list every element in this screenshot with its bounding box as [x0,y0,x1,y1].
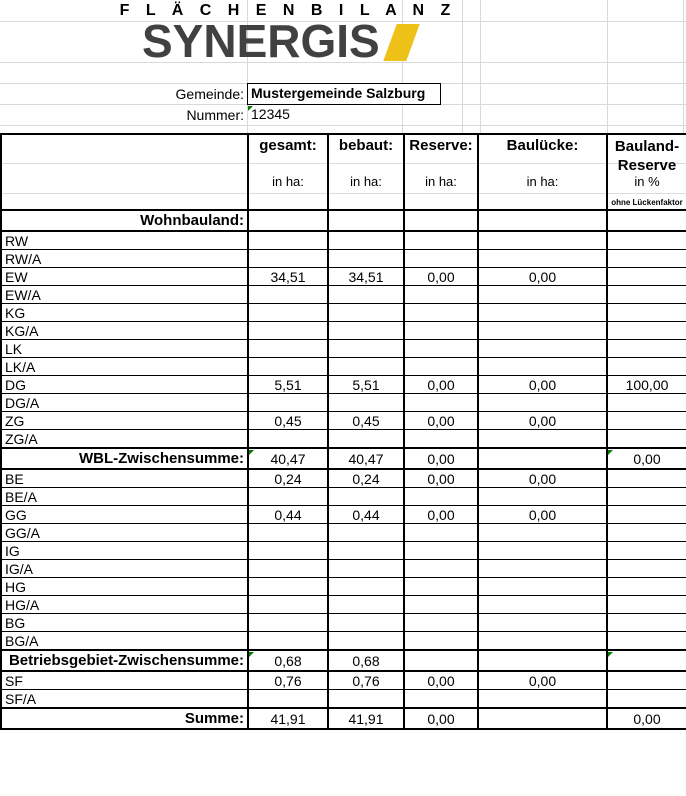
row-label-cell[interactable]: BG/A [1,632,248,651]
row-label-cell[interactable]: BE [1,469,248,488]
cell-bebaut[interactable]: 0,68 [328,650,404,671]
header-cell-row-label[interactable] [1,134,248,210]
row-label-cell[interactable]: SF/A [1,690,248,709]
cell-bauluecke[interactable] [478,708,607,729]
cell-reserve[interactable]: 0,00 [404,412,478,430]
table-row [1,322,686,340]
row-label-cell[interactable]: RW/A [1,250,248,268]
cell-bauland-reserve[interactable] [607,210,686,231]
cell-reserve[interactable] [404,488,478,506]
cell-reserve[interactable] [404,430,478,449]
cell-reserve[interactable] [404,578,478,596]
cell-bebaut[interactable]: 41,91 [328,708,404,729]
cell-reserve[interactable] [404,394,478,412]
cell-bebaut[interactable] [328,231,404,250]
cell-gesamt[interactable] [248,231,328,250]
cell-bebaut[interactable]: 5,51 [328,376,404,394]
cell-reserve[interactable]: 0,00 [404,448,478,469]
row-label-cell[interactable]: LK [1,340,248,358]
column-unit: in ha: [526,174,559,189]
flaechenbilanz-table [0,133,686,730]
cell-bebaut[interactable]: 40,47 [328,448,404,469]
section-row [1,210,686,231]
cell-reserve[interactable] [404,614,478,632]
column-unit: in % [634,174,660,189]
cell-reserve[interactable]: 0,00 [404,671,478,690]
cell-gesamt[interactable] [248,632,328,651]
column-title: Reserve: [409,137,473,154]
column-title: Baulücke: [506,137,579,154]
row-label-cell[interactable]: IG [1,542,248,560]
table-body [1,210,686,729]
cell-bauluecke[interactable]: 0,00 [478,376,607,394]
cell-bauluecke[interactable] [478,650,607,671]
header-cell-bebaut[interactable] [328,134,404,210]
cell-bauland-reserve[interactable] [607,614,686,632]
cell-gesamt[interactable] [248,524,328,542]
cell-bebaut[interactable] [328,210,404,231]
cell-reserve[interactable] [404,690,478,709]
cell-gesamt[interactable]: 0,76 [248,671,328,690]
cell-gesamt[interactable] [248,304,328,322]
column-title: gesamt: [259,137,317,154]
cell-bebaut[interactable] [328,430,404,449]
cell-gesamt[interactable]: 0,24 [248,469,328,488]
table-row [1,250,686,268]
cell-bauluecke[interactable] [478,632,607,651]
row-label-cell[interactable]: KG [1,304,248,322]
cell-bauluecke[interactable] [478,488,607,506]
cell-gesamt[interactable] [248,560,328,578]
cell-bauland-reserve[interactable] [607,560,686,578]
cell-gesamt[interactable] [248,340,328,358]
cell-bauluecke[interactable]: 0,00 [478,506,607,524]
cell-bebaut[interactable] [328,358,404,376]
cell-bauluecke[interactable] [478,560,607,578]
row-label-cell[interactable]: HG/A [1,596,248,614]
cell-gesamt[interactable] [248,286,328,304]
cell-bauluecke[interactable] [478,210,607,231]
row-label-cell[interactable]: EW/A [1,286,248,304]
cell-bebaut[interactable] [328,614,404,632]
cell-bauland-reserve[interactable]: 0,00 [607,448,686,469]
subtotal-label-cell[interactable]: WBL-Zwischensumme: [1,448,248,469]
cell-bauland-reserve[interactable] [607,268,686,286]
cell-bebaut[interactable] [328,304,404,322]
cell-bauland-reserve[interactable] [607,578,686,596]
cell-reserve[interactable] [404,340,478,358]
table-row [1,286,686,304]
cell-bauland-reserve[interactable]: 0,00 [607,708,686,729]
cell-reserve[interactable] [404,210,478,231]
cell-gesamt[interactable]: 5,51 [248,376,328,394]
cell-bauland-reserve[interactable] [607,231,686,250]
cell-bauland-reserve[interactable] [607,671,686,690]
row-label-cell[interactable]: GG/A [1,524,248,542]
cell-reserve[interactable] [404,650,478,671]
cell-gesamt[interactable] [248,394,328,412]
cell-bebaut[interactable]: 0,24 [328,469,404,488]
cell-gesamt[interactable]: 0,44 [248,506,328,524]
total-label-cell[interactable]: Summe: [1,708,248,729]
cell-bauland-reserve[interactable] [607,250,686,268]
subtotal-row [1,650,686,671]
cell-bauland-reserve[interactable] [607,524,686,542]
cell-bauluecke[interactable] [478,542,607,560]
cell-reserve[interactable] [404,358,478,376]
cell-reserve[interactable]: 0,00 [404,268,478,286]
cell-reserve[interactable] [404,524,478,542]
cell-reserve[interactable]: 0,00 [404,469,478,488]
cell-gesamt[interactable] [248,578,328,596]
table-row [1,542,686,560]
cell-gesamt[interactable]: 41,91 [248,708,328,729]
cell-reserve[interactable] [404,542,478,560]
cell-bauluecke[interactable] [478,304,607,322]
table-row [1,488,686,506]
row-label-cell[interactable]: DG/A [1,394,248,412]
table-row [1,524,686,542]
cell-gesamt[interactable]: 0,68 [248,650,328,671]
table-row [1,506,686,524]
table-row [1,394,686,412]
cell-reserve[interactable] [404,322,478,340]
cell-reserve[interactable]: 0,00 [404,506,478,524]
cell-gesamt[interactable] [248,430,328,449]
table-row [1,268,686,286]
row-label-cell[interactable]: EW [1,268,248,286]
gemeinde-value-cell[interactable]: Mustergemeinde Salzburg [247,83,441,105]
cell-bauland-reserve[interactable] [607,596,686,614]
table-row [1,671,686,690]
cell-bebaut[interactable] [328,632,404,651]
cell-gesamt[interactable] [248,210,328,231]
column-unit: in ha: [425,174,457,189]
cell-bebaut[interactable] [328,286,404,304]
cell-gesamt[interactable]: 34,51 [248,268,328,286]
cell-bauluecke[interactable] [478,322,607,340]
row-label-cell[interactable]: BG [1,614,248,632]
synergis-logo [142,15,442,67]
header-cell-reserve[interactable] [404,134,478,210]
row-label-cell[interactable]: HG [1,578,248,596]
header-cell-gesamt[interactable] [248,134,328,210]
row-label-cell[interactable]: DG [1,376,248,394]
cell-bauland-reserve[interactable] [607,650,686,671]
logo-diamond-icon [383,24,419,61]
table-row [1,304,686,322]
cell-bauluecke[interactable] [478,358,607,376]
cell-gesamt[interactable] [248,614,328,632]
gemeinde-label: Gemeinde: [175,86,244,102]
cell-reserve[interactable] [404,632,478,651]
cell-bebaut[interactable] [328,250,404,268]
row-label-cell[interactable]: IG/A [1,560,248,578]
cell-bauland-reserve[interactable] [607,412,686,430]
cell-bebaut[interactable] [328,322,404,340]
cell-gesamt[interactable] [248,322,328,340]
table-row [1,578,686,596]
table-row [1,340,686,358]
cell-bebaut[interactable] [328,560,404,578]
table-row [1,231,686,250]
cell-bauluecke[interactable]: 0,00 [478,268,607,286]
subtotal-row [1,448,686,469]
cell-bauland-reserve[interactable] [607,394,686,412]
cell-reserve[interactable]: 0,00 [404,708,478,729]
table-header-body [1,134,686,210]
section-label-cell[interactable]: Wohnbauland: [1,210,248,231]
cell-reserve[interactable]: 0,00 [404,376,478,394]
cell-reserve[interactable] [404,560,478,578]
table-row [1,412,686,430]
cell-bauland-reserve[interactable] [607,506,686,524]
row-label-cell[interactable]: KG/A [1,322,248,340]
cell-bauluecke[interactable]: 0,00 [478,412,607,430]
cell-gesamt[interactable]: 40,47 [248,448,328,469]
cell-bebaut[interactable] [328,394,404,412]
cell-bebaut[interactable] [328,596,404,614]
column-title: Bauland-Reserve [614,138,680,174]
cell-bauluecke[interactable] [478,448,607,469]
cell-bauluecke[interactable] [478,250,607,268]
cell-bauluecke[interactable] [478,614,607,632]
cell-bebaut[interactable] [328,340,404,358]
subtotal-label-cell[interactable]: Betriebsgebiet-Zwischensumme: [1,650,248,671]
cell-bauland-reserve[interactable]: 100,00 [607,376,686,394]
cell-bebaut[interactable] [328,524,404,542]
cell-gesamt[interactable]: 0,45 [248,412,328,430]
row-label-cell[interactable]: ZG [1,412,248,430]
header-cell-bauland-reserve[interactable] [607,134,686,210]
cell-bauland-reserve[interactable] [607,469,686,488]
cell-bauland-reserve[interactable] [607,358,686,376]
table-row [1,596,686,614]
cell-bauland-reserve[interactable] [607,488,686,506]
page-title: F L Ä C H E N B I L A N Z [119,2,457,19]
table-row [1,560,686,578]
cell-bauland-reserve[interactable] [607,542,686,560]
cell-bauluecke[interactable] [478,524,607,542]
cell-gesamt[interactable] [248,542,328,560]
cell-bauluecke[interactable] [478,596,607,614]
cell-bauland-reserve[interactable] [607,690,686,709]
row-label-cell[interactable]: RW [1,231,248,250]
cell-gesamt[interactable] [248,596,328,614]
total-row [1,708,686,729]
cell-reserve[interactable] [404,231,478,250]
cell-bebaut[interactable] [328,690,404,709]
cell-gesamt[interactable] [248,358,328,376]
cell-reserve[interactable] [404,304,478,322]
cell-bebaut[interactable]: 0,76 [328,671,404,690]
column-unit: in ha: [272,174,304,189]
header-cell-bauluecke[interactable] [478,134,607,210]
row-label-cell[interactable]: SF [1,671,248,690]
cell-bebaut[interactable]: 0,45 [328,412,404,430]
cell-bauland-reserve[interactable] [607,286,686,304]
cell-bauluecke[interactable] [478,340,607,358]
cell-bauland-reserve[interactable] [607,632,686,651]
table-row [1,614,686,632]
cell-bebaut[interactable] [328,578,404,596]
cell-reserve[interactable] [404,286,478,304]
row-label-cell[interactable]: ZG/A [1,430,248,449]
cell-bauluecke[interactable]: 0,00 [478,469,607,488]
cell-bauland-reserve[interactable] [607,322,686,340]
table-row [1,430,686,449]
cell-bauland-reserve[interactable] [607,430,686,449]
column-note: ohne Lückenfaktor [611,198,683,207]
cell-bebaut[interactable] [328,488,404,506]
cell-bauluecke[interactable]: 0,00 [478,671,607,690]
cell-bebaut[interactable] [328,542,404,560]
cell-bauluecke[interactable] [478,286,607,304]
table-row [1,469,686,488]
cell-bauluecke[interactable] [478,690,607,709]
cell-bauluecke[interactable] [478,430,607,449]
cell-gesamt[interactable] [248,250,328,268]
table-header-row [1,134,686,210]
table-row [1,690,686,709]
nummer-label: Nummer: [186,107,244,123]
row-label-cell[interactable]: GG [1,506,248,524]
cell-gesamt[interactable] [248,488,328,506]
nummer-value-cell[interactable]: 12345 [248,105,371,124]
table-row [1,376,686,394]
table-row [1,632,686,651]
table-row [1,358,686,376]
cell-gesamt[interactable] [248,690,328,709]
logo-wordmark: SYNERGIS [142,15,380,67]
column-unit: in ha: [350,174,382,189]
cell-bauland-reserve[interactable] [607,304,686,322]
cell-bauluecke[interactable] [478,578,607,596]
cell-bauland-reserve[interactable] [607,340,686,358]
cell-bauluecke[interactable] [478,231,607,250]
column-title: bebaut: [338,137,394,154]
cell-bebaut[interactable]: 34,51 [328,268,404,286]
row-label-cell[interactable]: LK/A [1,358,248,376]
cell-reserve[interactable] [404,596,478,614]
cell-bauluecke[interactable] [478,394,607,412]
cell-bebaut[interactable]: 0,44 [328,506,404,524]
row-label-cell[interactable]: BE/A [1,488,248,506]
cell-reserve[interactable] [404,250,478,268]
